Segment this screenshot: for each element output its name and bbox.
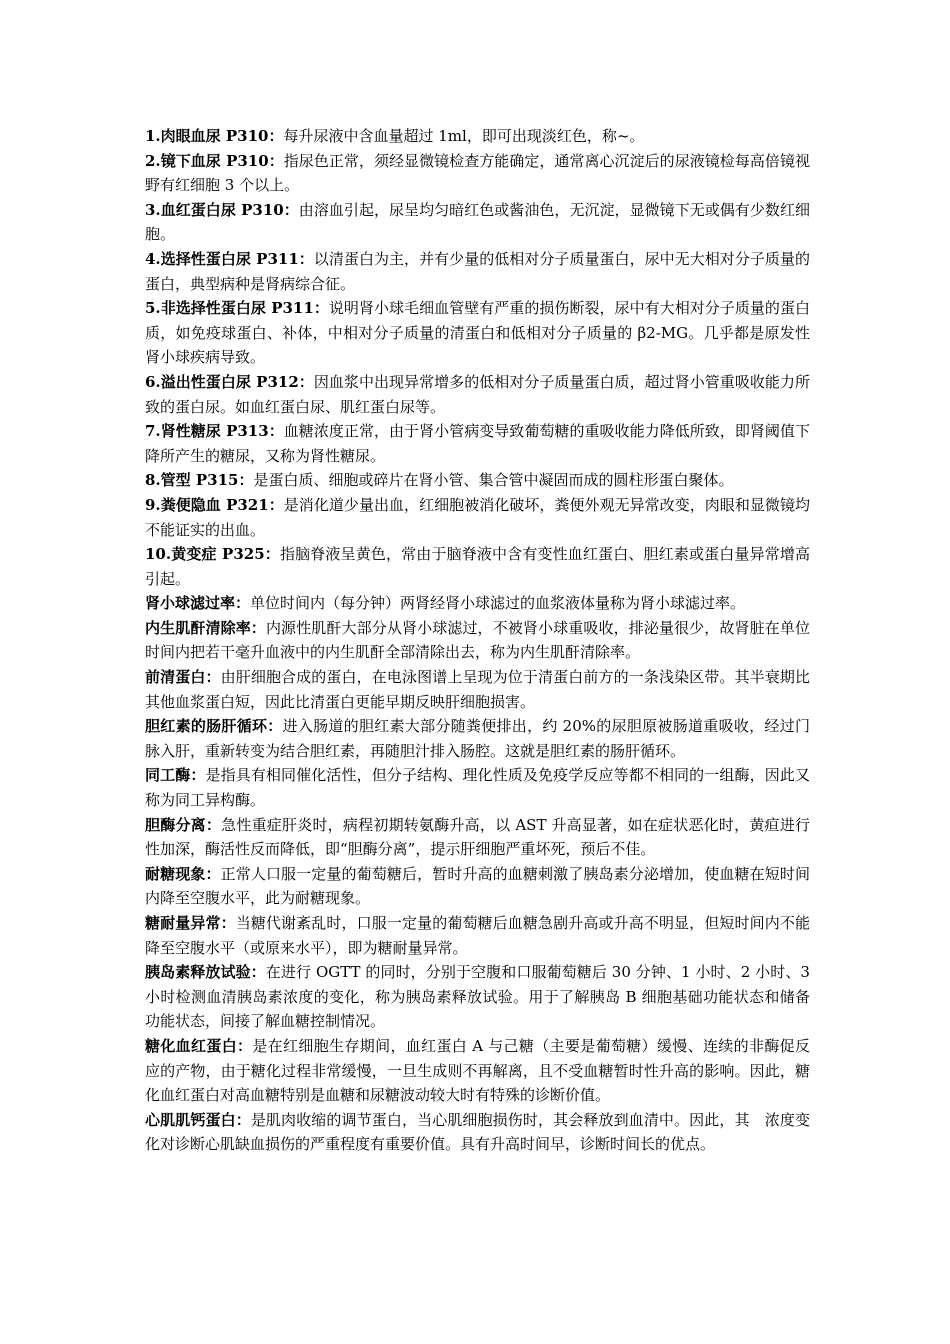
entry-term: 10.黄变症 P325： bbox=[145, 545, 280, 564]
entry-insulin-release-test bbox=[145, 960, 810, 1034]
entry-term: 胰岛素释放试验： bbox=[145, 963, 266, 982]
entry-term: 同工酶： bbox=[145, 766, 206, 785]
entry-definition: 因血浆中出现异常增多的低相对分子质量蛋白质，超过肾小管重吸收能力所致的蛋白尿。如血红蛋白尿、肌红蛋白尿等。 bbox=[145, 372, 810, 416]
entry-definition: 在进行 OGTT 的同时，分别于空腹和口服葡萄糖后 30 分钟、1 小时、2 小时、3 小时检测血清胰岛素浓度的变化，称为胰岛素释放试验。用于了解胰岛 B 细胞基础功能状态和储备功能状态，间接了解血糖控制情况。 bbox=[145, 963, 810, 1031]
entry-prealbumin bbox=[145, 665, 810, 714]
entry-definition: 每升尿液中含血量超过 1ml，即可出现淡红色，称~。 bbox=[283, 127, 645, 145]
entry-definition: 血糖浓度正常，由于肾小管病变导致葡萄糖的重吸收能力降低所致，即肾阈值下降所产生的糖尿，又称为肾性糖尿。 bbox=[145, 422, 810, 465]
entry-term: 糖耐量异常： bbox=[145, 914, 236, 932]
entry-microscopic-hematuria bbox=[145, 149, 810, 198]
entry-definition: 正常人口服一定量的葡萄糖后，暂时升高的血糖刺激了胰岛素分泌增加，使血糖在短时间内降至空腹水平，此为耐糖现象。 bbox=[145, 864, 810, 908]
entry-cardiac-troponin bbox=[145, 1108, 810, 1157]
entry-isoenzyme bbox=[145, 763, 810, 812]
entry-term: 3.血红蛋白尿 P310： bbox=[145, 200, 299, 219]
entry-overflow-proteinuria bbox=[145, 370, 810, 419]
entry-term: 2.镜下血尿 P310： bbox=[145, 151, 284, 170]
entry-term: 耐糖现象： bbox=[145, 864, 221, 883]
entry-term: 内生肌酐清除率： bbox=[145, 618, 266, 637]
entry-term: 心肌肌钙蛋白： bbox=[145, 1110, 251, 1129]
entry-definition: 内源性肌酐大部分从肾小球滤过，不被肾小球重吸收，排泌量很少，故肾脏在单位时间内把若干毫升血液中的内生肌酐全部清除出去，称为内生肌酐清除率。 bbox=[145, 618, 810, 662]
entry-enterohepatic-circulation bbox=[145, 714, 810, 763]
entry-term: 5.非选择性蛋白尿 P311： bbox=[145, 299, 329, 318]
entry-glycated-hemoglobin bbox=[145, 1034, 810, 1108]
entry-gfr bbox=[145, 591, 810, 616]
entry-definition: 指脑脊液呈黄色，常由于脑脊液中含有变性血红蛋白、胆红素或蛋白量异常增高引起。 bbox=[145, 545, 810, 588]
entry-term: 糖化血红蛋白： bbox=[145, 1036, 253, 1055]
entry-term: 8.管型 P315： bbox=[145, 471, 254, 490]
entry-definition: 是在红细胞生存期间，血红蛋白 A 与己糖（主要是葡萄糖）缓慢、连续的非酶促反应的产物，由于糖化过程非常缓慢，一旦生成则不再解离，且不受血糖暂时性升高的影响。因此，糖化血红蛋白对高血糖特别是血糖和尿糖波动较大时有特殊的诊断价值。 bbox=[145, 1036, 810, 1105]
entry-term: 胆红素的肠肝循环： bbox=[145, 717, 283, 736]
entry-bilirubin-enzyme-separation bbox=[145, 813, 810, 862]
entry-definition: 是蛋白质、细胞或碎片在肾小管、集合管中凝固而成的圆柱形蛋白聚体。 bbox=[253, 471, 734, 490]
entry-term: 7.肾性糖尿 P313： bbox=[145, 422, 284, 441]
entry-fecal-occult-blood bbox=[145, 493, 810, 542]
entry-term: 胆酶分离： bbox=[145, 815, 222, 834]
document-page bbox=[145, 124, 810, 1157]
entry-definition: 由肝细胞合成的蛋白，在电泳图谱上呈现为位于清蛋白前方的一条浅染区带。其半衰期比其他血浆蛋白短，因此比清蛋白更能早期反映肝细胞损害。 bbox=[145, 668, 810, 711]
entry-glucose-tolerance-phenomenon bbox=[145, 862, 810, 911]
entry-definition: 单位时间内（每分钟）两肾经肾小球滤过的血浆液体量称为肾小球滤过率。 bbox=[250, 594, 746, 613]
entry-definition: 指尿色正常，须经显微镜检查方能确定，通常离心沉淀后的尿液镜检每高倍镜视野有红细胞 3 个以上。 bbox=[145, 151, 810, 195]
entry-definition: 是肌肉收缩的调节蛋白，当心肌细胞损伤时，其会释放到血清中。因此，其 浓度变化对诊断心肌缺血损伤的严重程度有重要价值。具有升高时间早，诊断时间长的优点。 bbox=[145, 1110, 810, 1154]
entry-term: 前清蛋白： bbox=[145, 668, 221, 687]
entry-definition: 进入肠道的胆红素大部分随粪便排出，约 20%的尿胆原被肠道重吸收，经过门脉入肝，重新转变为结合胆红素，再随胆汁排入肠腔。这就是胆红素的肠肝循环。 bbox=[145, 717, 810, 760]
entry-creatinine-clearance bbox=[145, 616, 810, 665]
entry-xanthochromia bbox=[145, 542, 810, 591]
entry-definition: 是指具有相同催化活性，但分子结构、理化性质及免疫学反应等都不相同的一组酶，因此又称为同工异构酶。 bbox=[145, 766, 810, 810]
entry-term: 肾小球滤过率： bbox=[145, 594, 251, 613]
entry-definition: 由溶血引起，尿呈均匀暗红色或酱油色，无沉淀，显微镜下无或偶有少数红细胞。 bbox=[145, 200, 810, 244]
entry-nonselective-proteinuria bbox=[145, 296, 810, 370]
entry-hemoglobinuria bbox=[145, 198, 810, 247]
entry-cast bbox=[145, 468, 810, 493]
entry-term: 9.粪便隐血 P321： bbox=[145, 495, 284, 514]
entry-definition: 说明肾小球毛细血管壁有严重的损伤断裂，尿中有大相对分子质量的蛋白质，如免疫球蛋白、补体，中相对分子质量的清蛋白和低相对分子质量的 β2-MG。几乎都是原发性肾小球疾病导致。 bbox=[145, 299, 810, 367]
entry-term: 6.溢出性蛋白尿 P312： bbox=[145, 372, 314, 391]
entry-impaired-glucose-tolerance bbox=[145, 911, 810, 960]
entry-definition: 当糖代谢紊乱时，口服一定量的葡萄糖后血糖急剧升高或升高不明显，但短时间内不能降至空腹水平（或原来水平），即为糖耐量异常。 bbox=[145, 914, 810, 957]
entry-definition: 急性重症肝炎时，病程初期转氨酶升高，以 AST 升高显著，如在症状恶化时，黄疸进行性加深，酶活性反而降低，即“胆酶分离”，提示肝细胞严重坏死，预后不佳。 bbox=[145, 815, 810, 859]
entry-definition: 以清蛋白为主，并有少量的低相对分子质量蛋白，尿中无大相对分子质量的蛋白，典型病种是肾病综合征。 bbox=[145, 249, 810, 293]
entry-gross-hematuria bbox=[145, 124, 810, 149]
entry-renal-glycosuria bbox=[145, 419, 810, 468]
entry-definition: 是消化道少量出血，红细胞被消化破坏，粪便外观无异常改变，肉眼和显微镜均不能证实的出血。 bbox=[145, 495, 810, 539]
entry-term: 1.肉眼血尿 P310： bbox=[145, 127, 284, 145]
entry-selective-proteinuria bbox=[145, 247, 810, 296]
entry-term: 4.选择性蛋白尿 P311： bbox=[145, 249, 314, 268]
